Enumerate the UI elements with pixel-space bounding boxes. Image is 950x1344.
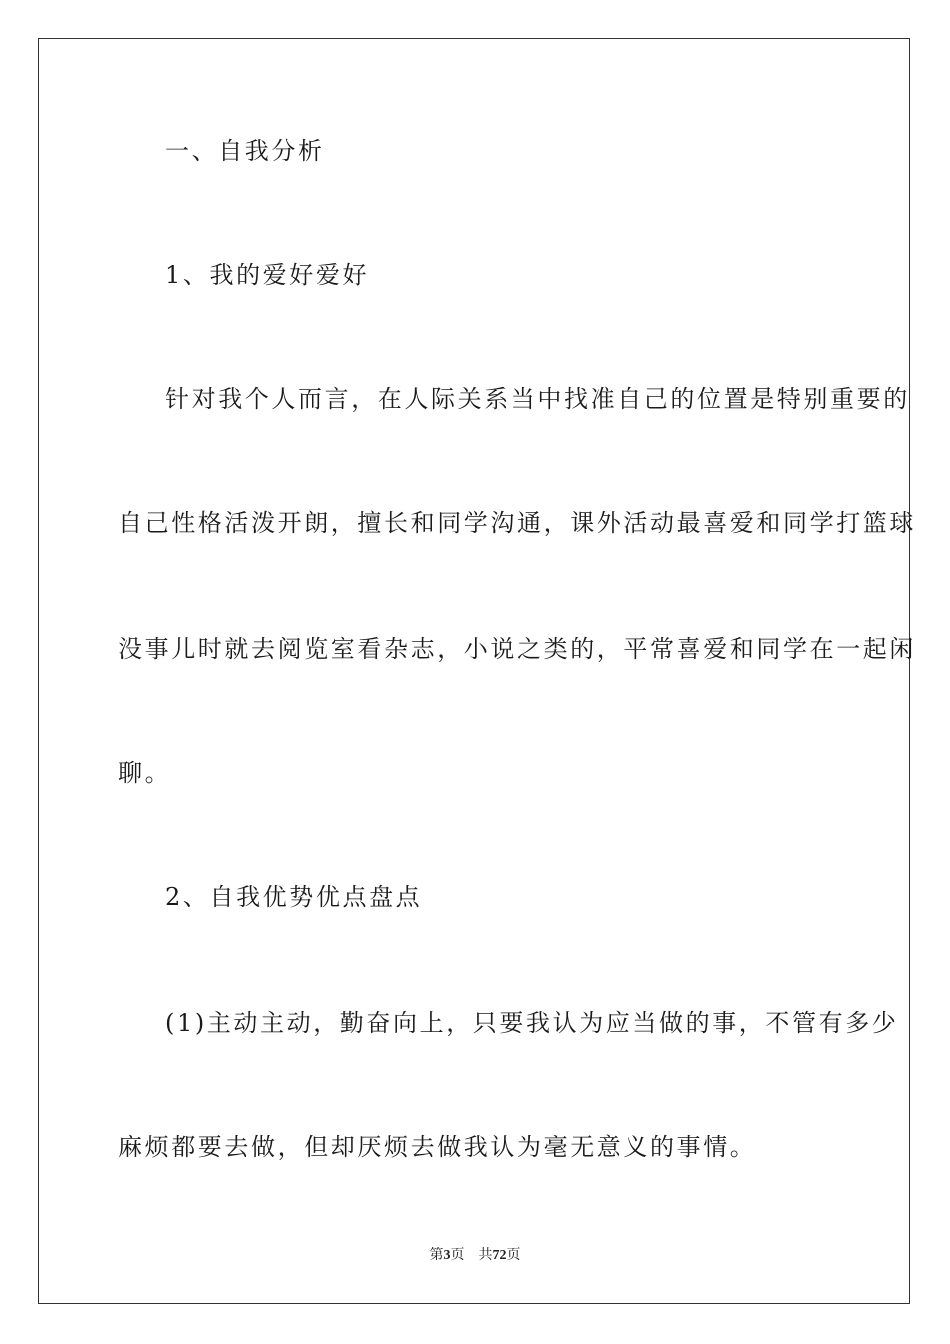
page-border — [38, 38, 916, 1304]
subsection-heading-strengths: 2、自我优势优点盘点 — [165, 883, 423, 911]
paragraph-line: 麻烦都要去做，但却厌烦去做我认为毫无意义的事情。 — [118, 1133, 757, 1161]
footer-page-number: 3 — [443, 1248, 451, 1263]
paragraph-line: (1)主动主动，勤奋向上，只要我认为应当做的事，不管有多少 — [165, 1009, 899, 1037]
footer-page-suffix: 页 — [450, 1248, 465, 1263]
paragraph-line: 针对我个人而言，在人际关系当中找准自己的位置是特别重要的 — [165, 385, 910, 413]
page-footer — [0, 1246, 950, 1266]
section-heading: 一、自我分析 — [165, 137, 325, 165]
footer-total-suffix: 页 — [506, 1248, 521, 1263]
paragraph-line: 聊。 — [118, 759, 172, 787]
footer-total-pages: 72 — [492, 1248, 507, 1263]
footer-page-prefix: 第 — [429, 1248, 444, 1263]
footer-total-prefix: 共 — [478, 1248, 493, 1263]
subsection-heading-hobbies: 1、我的爱好爱好 — [165, 261, 370, 289]
paragraph-line: 没事儿时就去阅览室看杂志，小说之类的，平常喜爱和同学在一起闲 — [118, 635, 916, 663]
paragraph-line: 自己性格活泼开朗，擅长和同学沟通，课外活动最喜爱和同学打篮球 — [118, 509, 916, 537]
